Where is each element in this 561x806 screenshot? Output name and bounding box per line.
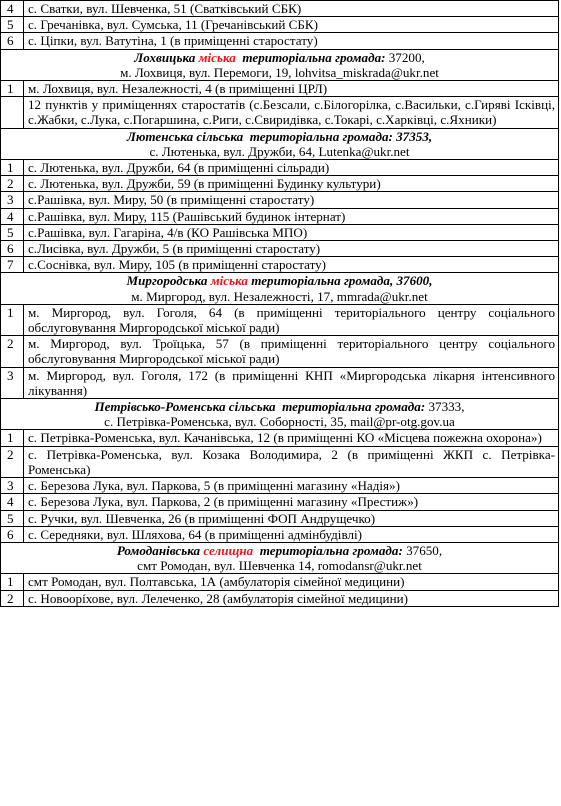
station-address: с.Рашівка, вул. Гагаріна, 4/в (КО Рашівська МПО): [24, 224, 559, 240]
table-row: [1, 478, 559, 494]
row-number: 5: [1, 510, 24, 526]
table-row: [1, 1, 559, 17]
row-number: 5: [1, 17, 24, 33]
table-row: [1, 17, 559, 33]
community-name-line: [5, 399, 554, 414]
table-row: [1, 590, 559, 606]
community-header-row: [1, 542, 559, 573]
table-row: [1, 97, 559, 128]
row-number: 5: [1, 224, 24, 240]
community-name-suffix: територіальна громада, 37600,: [247, 273, 433, 289]
table-row: [1, 33, 559, 49]
row-number: 6: [1, 526, 24, 542]
station-address: с. Петрівка-Роменська, вул. Качанівська, 12 (в приміщенні КО «Місцева пожежна охорона»): [24, 430, 559, 446]
row-number: 3: [1, 192, 24, 208]
table-row: [1, 494, 559, 510]
table-row: [1, 430, 559, 446]
community-type-highlight: міська: [210, 273, 248, 289]
station-address: с. Сватки, вул. Шевченка, 51 (Сватківський СБК): [24, 1, 559, 17]
community-name: Миргородська: [126, 273, 211, 289]
community-postcode: 37333,: [425, 399, 465, 415]
community-name-line: [5, 129, 554, 144]
station-address: с. Петрівка-Роменська, вул. Козака Володимира, 2 (в приміщенні ЖКП с. Петрівка-Роменська): [24, 446, 559, 477]
community-name-suffix: територіальна громада:: [253, 542, 403, 558]
community-postcode: 37200,: [385, 49, 425, 65]
station-address: с. Середняки, вул. Шляхова, 64 (в приміщенні адмінбудівлі): [24, 526, 559, 542]
station-address: 12 пунктів у приміщеннях старостатів (с.Безсали, с.Білогорілка, с.Васильки, с.Гиряві Ісківці, с.Жабки, с.Лука, с.Погаршина, с.Риги, с.Свиридівка, с.Токарі, с.Харківці, с.Яхники): [24, 97, 559, 128]
row-number: 4: [1, 208, 24, 224]
row-number: 7: [1, 257, 24, 273]
row-number: 1: [1, 160, 24, 176]
row-number: 3: [1, 478, 24, 494]
table-row: [1, 160, 559, 176]
station-address: с. Гречанівка, вул. Сумська, 11 (Гречанівський СБК): [24, 17, 559, 33]
community-type-highlight: міська: [198, 49, 236, 65]
table-row: [1, 304, 559, 335]
community-header-row: [1, 399, 559, 430]
community-header: [1, 542, 559, 573]
community-header-row: [1, 273, 559, 304]
row-number: [1, 97, 24, 128]
row-number: 1: [1, 574, 24, 590]
community-address: м. Лохвиця, вул. Перемоги, 19, lohvitsa_miskrada@ukr.net: [120, 64, 439, 80]
table-row: [1, 336, 559, 367]
table-body: [1, 1, 559, 607]
community-address: с. Петрівка-Роменська, вул. Соборності, 35, mail@pr-otg.gov.ua: [104, 414, 455, 430]
station-address: с. Ціпки, вул. Ватутіна, 1 (в приміщенні старостату): [24, 33, 559, 49]
table-row: [1, 176, 559, 192]
table-row: [1, 446, 559, 477]
station-address: с. Лютенька, вул. Дружби, 59 (в приміщенні Будинку культури): [24, 176, 559, 192]
community-header-row: [1, 49, 559, 80]
table-row: [1, 574, 559, 590]
row-number: 1: [1, 304, 24, 335]
table-row: [1, 241, 559, 257]
row-number: 6: [1, 241, 24, 257]
station-address: м. Миргород, вул. Гоголя, 172 (в приміщенні КНП «Миргородська лікарня інтенсивного лікування): [24, 367, 559, 398]
community-address: м. Миргород, вул. Незалежності, 17, mmrada@ukr.net: [131, 288, 428, 304]
station-address: с. Лютенька, вул. Дружби, 64 (в приміщенні сільради): [24, 160, 559, 176]
community-address: с. Лютенька, вул. Дружби, 64, Lutenka@ukr.net: [149, 143, 410, 159]
community-name-suffix: територіальна громада:: [235, 49, 386, 65]
community-header: [1, 49, 559, 80]
station-address: с. Березова Лука, вул. Паркова, 2 (в приміщенні магазину «Престиж»): [24, 494, 559, 510]
station-address: с.Рашівка, вул. Миру, 115 (Рашівський будинок інтернат): [24, 208, 559, 224]
row-number: 2: [1, 446, 24, 477]
community-postcode: 37650,: [402, 542, 443, 558]
row-number: 2: [1, 590, 24, 606]
community-header: [1, 128, 559, 159]
row-number: 1: [1, 81, 24, 97]
station-address: с.Рашівка, вул. Миру, 50 (в приміщенні старостату): [24, 192, 559, 208]
table-row: [1, 192, 559, 208]
community-header: [1, 399, 559, 430]
station-address: м. Миргород, вул. Троїцька, 57 (в приміщенні територіального центру соціального обслуговування Миргородської міської ради): [24, 336, 559, 367]
community-name: Петрівсько-Роменська сільська територіальна громада:: [94, 399, 426, 415]
table-row: [1, 510, 559, 526]
row-number: 2: [1, 336, 24, 367]
community-name-line: [5, 273, 554, 288]
community-name: Лохвицька: [134, 49, 199, 65]
community-name: Ромоданівська: [116, 542, 204, 558]
row-number: 6: [1, 33, 24, 49]
community-header: [1, 273, 559, 304]
table-row: [1, 526, 559, 542]
table-row: [1, 224, 559, 240]
row-number: 4: [1, 1, 24, 17]
station-address: с. Ручки, вул. Шевченка, 26 (в приміщенні ФОП Андрущечко): [24, 510, 559, 526]
community-address: смт Ромодан, вул. Шевченка 14, romodansr@ukr.net: [137, 558, 422, 574]
station-address: м. Лохвиця, вул. Незалежності, 4 (в приміщенні ЦРЛ): [24, 81, 559, 97]
station-address: смт Ромодан, вул. Полтавська, 1А (амбулаторія сімейної медицини): [24, 574, 559, 590]
table-row: [1, 367, 559, 398]
row-number: 3: [1, 367, 24, 398]
row-number: 1: [1, 430, 24, 446]
community-header-row: [1, 128, 559, 159]
row-number: 2: [1, 176, 24, 192]
community-name-line: [5, 50, 554, 65]
table-row: [1, 257, 559, 273]
station-address: м. Миргород, вул. Гоголя, 64 (в приміщенні територіального центру соціального обслуговування Миргородської міської ради): [24, 304, 559, 335]
table-row: [1, 81, 559, 97]
community-type-highlight: селищна: [203, 542, 254, 558]
station-address: с. Березова Лука, вул. Паркова, 5 (в приміщенні магазину «Надія»): [24, 478, 559, 494]
row-number: 4: [1, 494, 24, 510]
station-address: с. Новоорíхове, вул. Лелеченко, 28 (амбулаторія сімейної медицини): [24, 590, 559, 606]
station-address: с.Соснівка, вул. Миру, 105 (в приміщенні старостату): [24, 257, 559, 273]
community-name-line: [5, 543, 554, 558]
station-address: с.Лисівка, вул. Дружби, 5 (в приміщенні старостату): [24, 241, 559, 257]
community-name: Лютенська сільська територіальна громада: 37353,: [126, 128, 433, 144]
table-row: [1, 208, 559, 224]
